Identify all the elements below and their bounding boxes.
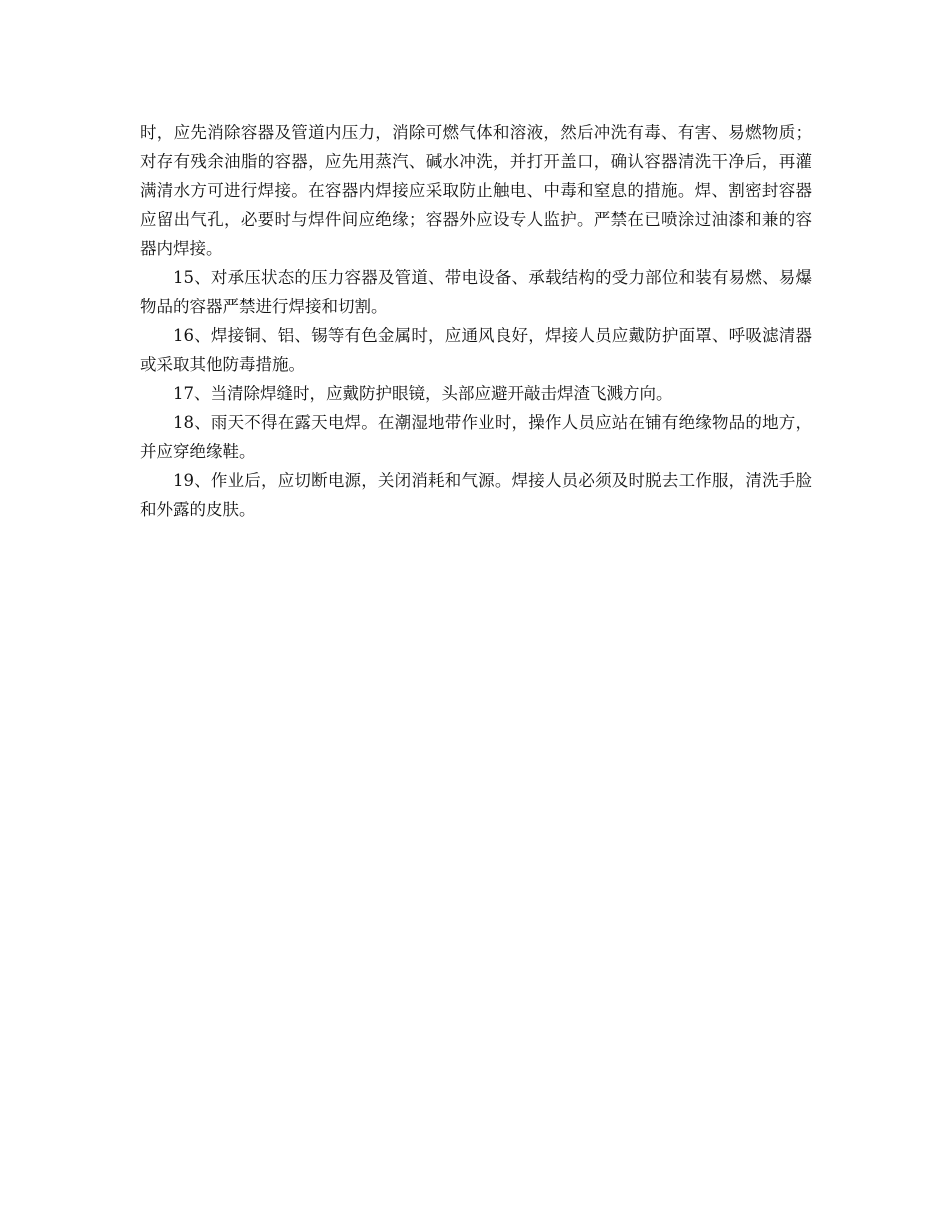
- paragraph-item-16: 16、焊接铜、铝、锡等有色金属时，应通风良好，焊接人员应戴防护面罩、呼吸滤清器或采取其他防毒措施。: [140, 326, 812, 374]
- document-body: [140, 118, 812, 524]
- paragraph-item-18: 18、雨天不得在露天电焊。在潮湿地带作业时，操作人员应站在铺有绝缘物品的地方，并应穿绝缘鞋。: [140, 413, 812, 461]
- paragraph-item-15: 15、对承压状态的压力容器及管道、带电设备、承载结构的受力部位和装有易燃、易爆物品的容器严禁进行焊接和切割。: [140, 268, 812, 316]
- paragraph-item-19: 19、作业后，应切断电源，关闭消耗和气源。焊接人员必须及时脱去工作服，清洗手脸和外露的皮肤。: [140, 471, 812, 519]
- paragraph-item-17: 17、当清除焊缝时，应戴防护眼镜，头部应避开敲击焊渣飞溅方向。: [173, 384, 673, 403]
- paragraph-continuation: 时，应先消除容器及管道内压力，消除可燃气体和溶液，然后冲洗有毒、有害、易燃物质；对存有残余油脂的容器，应先用蒸汽、碱水冲洗，并打开盖口，确认容器清洗干净后，再灌满清水方可进行焊接。在容器内焊接应采取防止触电、中毒和窒息的措施。焊、割密封容器应留出气孔，必要时与焊件间应绝缘；容器外应设专人监护。严禁在已喷涂过油漆和兼的容器内焊接。: [140, 123, 812, 258]
